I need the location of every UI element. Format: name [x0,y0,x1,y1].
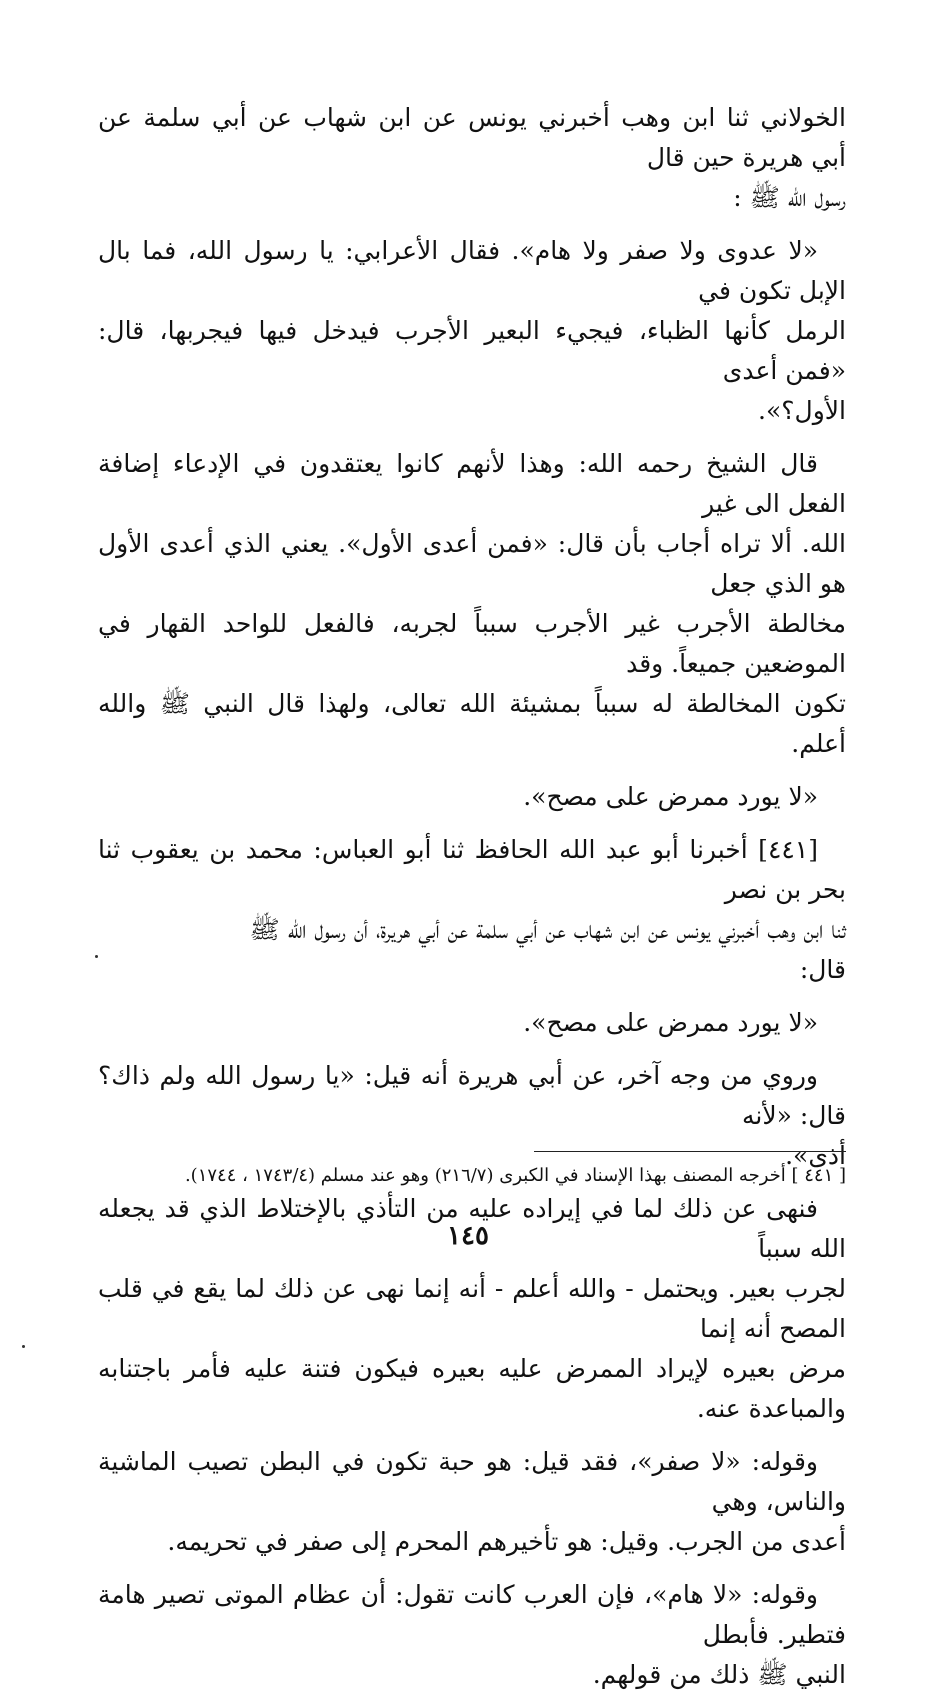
page-number: ١٤٥ [447,1221,489,1251]
text-line: «لا عدوى ولا صفر ولا هام». فقال الأعرابي: يا رسول الله، فما بال الإبل تكون في [98,236,846,305]
text-line: الله. ألا تراه أجاب بأن قال: «فمن أعدى الأول». يعني الذي أعدى الأول هو الذي جعل [98,529,846,598]
scan-speck [95,955,98,958]
paragraph-gap [98,764,846,777]
text-line: النبي ﷺ ذلك من قولهم. [592,1660,846,1689]
text-line: أعدى من الجرب. وقيل: هو تأخيرهم المحرم إلى صفر في تحريمه. [167,1527,846,1556]
paragraph [98,98,846,218]
text-line: أذى». [785,1141,846,1170]
text-line: وقوله: «لا هام»، فإن العرب كانت تقول: أن عظام الموتى تصير هامة فتطير. فأبطل [98,1580,846,1649]
paragraph-gap [98,218,846,231]
scan-speck [22,1345,25,1348]
text-line: [٤٤١] أخبرنا أبو عبد الله الحافظ ثنا أبو العباس: محمد بن يعقوب ثنا بحر بن نصر [98,835,846,904]
paragraph [98,231,846,431]
text-line: الأول؟». [758,396,846,425]
paragraph-gap [98,1562,846,1575]
text-line: «لا يورد ممرض على مصح». [523,1008,818,1037]
paragraph [98,1575,846,1695]
paragraph [98,1442,846,1562]
text-line: مخالطة الأجرب غير الأجرب سبباً لجربه، فالفعل للواحد القهار في الموضعين جميعاً. وقد [98,609,846,678]
paragraph-gap [98,431,846,444]
footnote: [ ٤٤١ ] أخرجه المصنف بهذا الإسناد في الكبرى (٢١٦/٧) وهو عند مسلم (١٧٤٣/٤ ، ١٧٤٤). [184,1165,846,1186]
text-line: الخولاني ثنا ابن وهب أخبرني يونس عن ابن شهاب عن أبي سلمة عن أبي هريرة حين قال [98,103,846,172]
text-line: قال الشيخ رحمه الله: وهذا لأنهم كانوا يعتقدون في الإدعاء إضافة الفعل الى غير [98,449,846,518]
text-line: قال: [799,955,846,984]
paragraph [98,830,846,990]
paragraph-gap [98,1043,846,1056]
main-text [98,98,846,1695]
paragraph [98,444,846,764]
footnote-divider [534,1151,846,1152]
paragraph [98,777,846,817]
text-line: تكون المخالطة له سبباً بمشيئة الله تعالى، ولهذا قال النبي ﷺ والله أعلم. [98,689,846,758]
paragraph [98,1003,846,1043]
paragraph-gap [98,1429,846,1442]
paragraph-gap [98,990,846,1003]
text-line: لجرب بعير. ويحتمل - والله أعلم - أنه إنما نهى عن ذلك لما يقع في قلب المصح أنه إنما [98,1274,846,1343]
paragraph-gap [98,817,846,830]
text-line: وقوله: «لا صفر»، فقد قيل: هو حبة تكون في البطن تصيب الماشية والناس، وهي [98,1447,846,1516]
text-line: مرض بعيره لإيراد الممرض عليه بعيره فيكون فتنة عليه فأمر باجتنابه والمباعدة عنه. [98,1354,846,1423]
text-line: «لا يورد ممرض على مصح». [523,782,818,811]
text-line: فنهى عن ذلك لما في إيراده عليه من التأذي بالإختلاط الذي قد يجعله الله سبباً [98,1194,846,1263]
paragraph [98,1056,846,1176]
text-line: رسول الله ﷺ : [733,183,846,212]
text-line: ثنا ابن وهب أخبرني يونس عن ابن شهاب عن أبي سلمة عن أبي هريرة، أن رسول الله ﷺ [249,915,846,944]
text-line: الرمل كأنها الظباء، فيجيء البعير الأجرب فيدخل فيها فيجربها، قال: «فمن أعدى [98,316,846,385]
text-line: وروي من وجه آخر، عن أبي هريرة أنه قيل: «يا رسول الله ولم ذاك؟ قال: «لأنه [98,1061,846,1130]
